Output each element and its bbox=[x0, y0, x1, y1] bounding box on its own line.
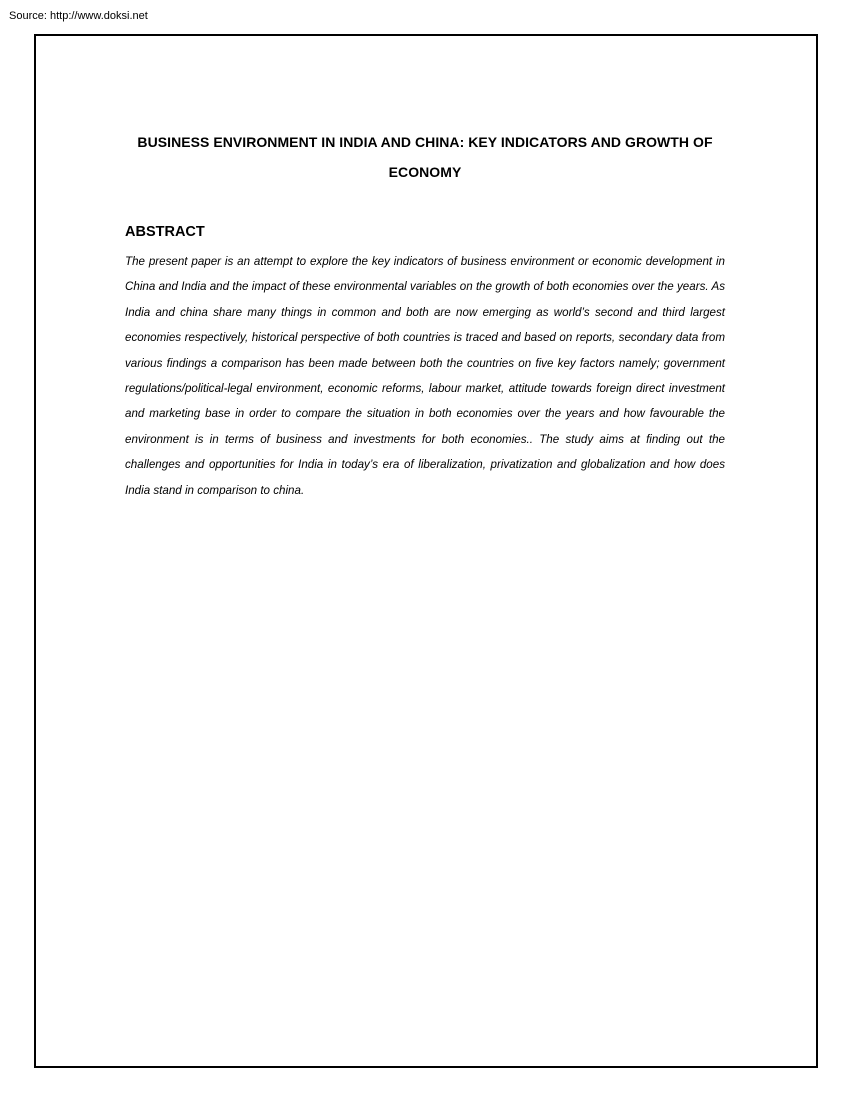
paper-title: BUSINESS ENVIRONMENT IN INDIA AND CHINA: KEY INDICATORS AND GROWTH OF ECONOMY bbox=[137, 134, 713, 180]
abstract-heading: ABSTRACT bbox=[125, 224, 205, 240]
page-border bbox=[34, 34, 818, 1068]
source-url-label: Source: http://www.doksi.net bbox=[9, 10, 148, 22]
abstract-text: The present paper is an attempt to explore the key indicators of business environment or economic development in China and India and the impact of these environmental variables on the growth of both economies over the years. As India and china share many things in common and both are now emerging as world’s second and third largest economies respectively, historical perspective of both countries is traced and based on reports, secondary data from various findings a comparison has been made between both the countries on five key factors namely; government regulations/political-legal environment, economic reforms, labour market, attitude towards foreign direct investment and marketing base in order to compare the situation in both economies over the years and how favourable the environment is in terms of business and investments for both economies.. The study aims at finding out the challenges and opportunities for India in today’s era of liberalization, privatization and globalization and how does India stand in comparison to china. bbox=[125, 255, 725, 497]
